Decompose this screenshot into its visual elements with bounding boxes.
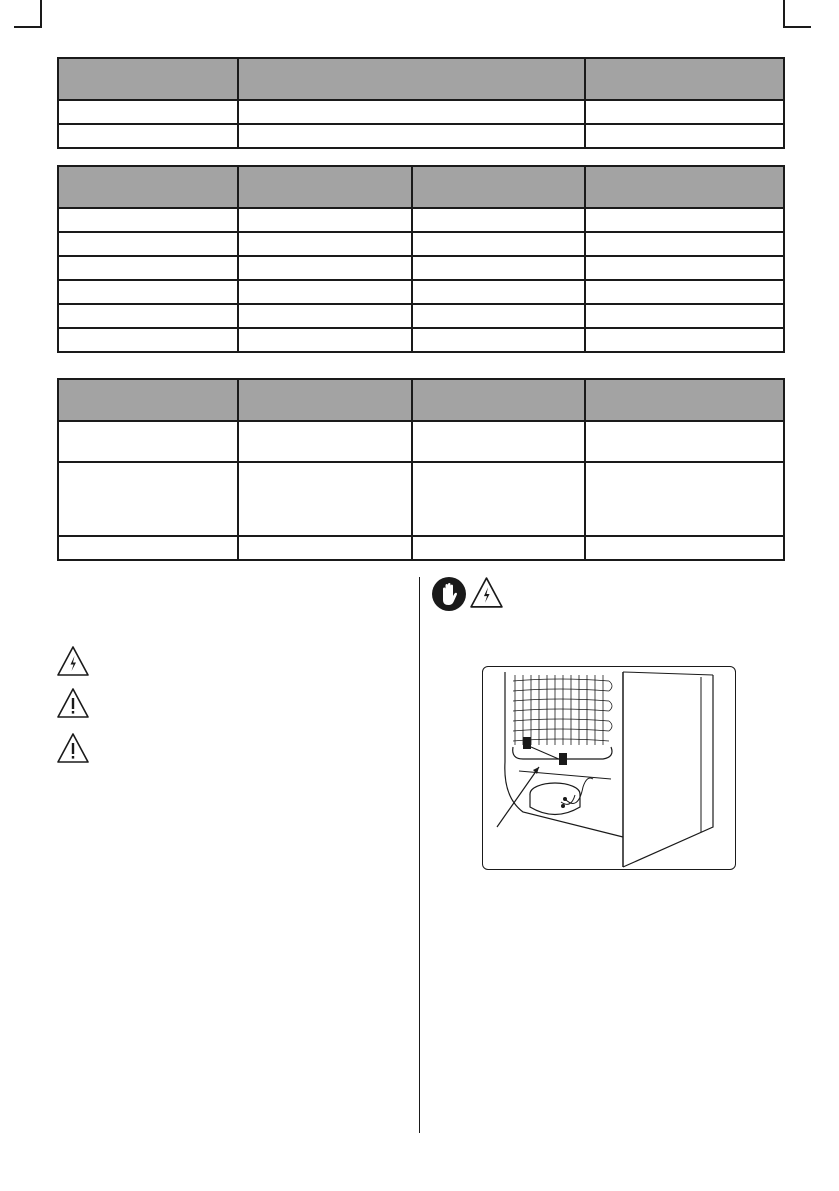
general-warning-icon <box>56 687 90 721</box>
table-cell <box>585 58 784 100</box>
table-cell <box>412 536 585 560</box>
table-cell <box>58 536 238 560</box>
table-row <box>58 536 784 560</box>
table-row <box>58 328 784 352</box>
table-cell <box>238 304 412 328</box>
electric-shock-warning-icon <box>469 576 504 611</box>
spec-table-1 <box>57 57 785 149</box>
table-cell <box>412 232 585 256</box>
table-cell <box>585 536 784 560</box>
table-row <box>58 232 784 256</box>
crop-mark-left <box>14 0 42 28</box>
table-cell <box>412 280 585 304</box>
table-cell <box>412 166 585 208</box>
table-cell <box>58 166 238 208</box>
table-cell <box>238 379 412 421</box>
table-cell <box>585 280 784 304</box>
fridge-back-illustration <box>483 667 735 869</box>
table-cell <box>585 379 784 421</box>
table-cell <box>238 208 412 232</box>
table-cell <box>585 208 784 232</box>
table-header-row <box>58 379 784 421</box>
general-warning-icon <box>56 732 90 766</box>
table-cell <box>58 100 238 124</box>
table-cell <box>58 421 238 462</box>
table-cell <box>585 421 784 462</box>
table-row <box>58 280 784 304</box>
table-cell <box>238 256 412 280</box>
table-cell <box>238 280 412 304</box>
table-cell <box>412 208 585 232</box>
table-row <box>58 462 784 536</box>
table-cell <box>238 124 585 148</box>
table-cell <box>58 328 238 352</box>
table-row <box>58 304 784 328</box>
crop-mark-right <box>783 0 811 28</box>
table-cell <box>412 421 585 462</box>
table-row <box>58 421 784 462</box>
table-cell <box>58 280 238 304</box>
table-cell <box>412 256 585 280</box>
table-cell <box>585 232 784 256</box>
table-cell <box>58 379 238 421</box>
table-cell <box>585 124 784 148</box>
table-cell <box>238 462 412 536</box>
column-divider <box>419 577 420 1133</box>
table-cell <box>58 208 238 232</box>
table-cell <box>585 328 784 352</box>
spec-table-3 <box>57 378 785 561</box>
table-cell <box>585 166 784 208</box>
table-cell <box>585 462 784 536</box>
table-cell <box>58 462 238 536</box>
spec-table-2 <box>57 165 785 353</box>
table-cell <box>238 58 585 100</box>
table-cell <box>238 328 412 352</box>
table-row <box>58 124 784 148</box>
compressor-figure <box>482 666 736 870</box>
table-header-row <box>58 166 784 208</box>
table-cell <box>238 536 412 560</box>
table-cell <box>412 462 585 536</box>
table-cell <box>238 232 412 256</box>
electric-shock-warning-icon <box>56 645 90 679</box>
table-cell <box>585 304 784 328</box>
table-row <box>58 208 784 232</box>
table-cell <box>585 100 784 124</box>
table-cell <box>412 304 585 328</box>
table-cell <box>412 379 585 421</box>
table-cell <box>238 166 412 208</box>
table-cell <box>58 256 238 280</box>
table-cell <box>238 421 412 462</box>
table-cell <box>585 256 784 280</box>
table-cell <box>238 100 585 124</box>
table-cell <box>58 304 238 328</box>
table-cell <box>412 328 585 352</box>
table-cell <box>58 58 238 100</box>
table-header-row <box>58 58 784 100</box>
table-cell <box>58 232 238 256</box>
table-cell <box>58 124 238 148</box>
do-not-touch-hand-icon <box>431 576 467 612</box>
table-row <box>58 256 784 280</box>
table-row <box>58 100 784 124</box>
